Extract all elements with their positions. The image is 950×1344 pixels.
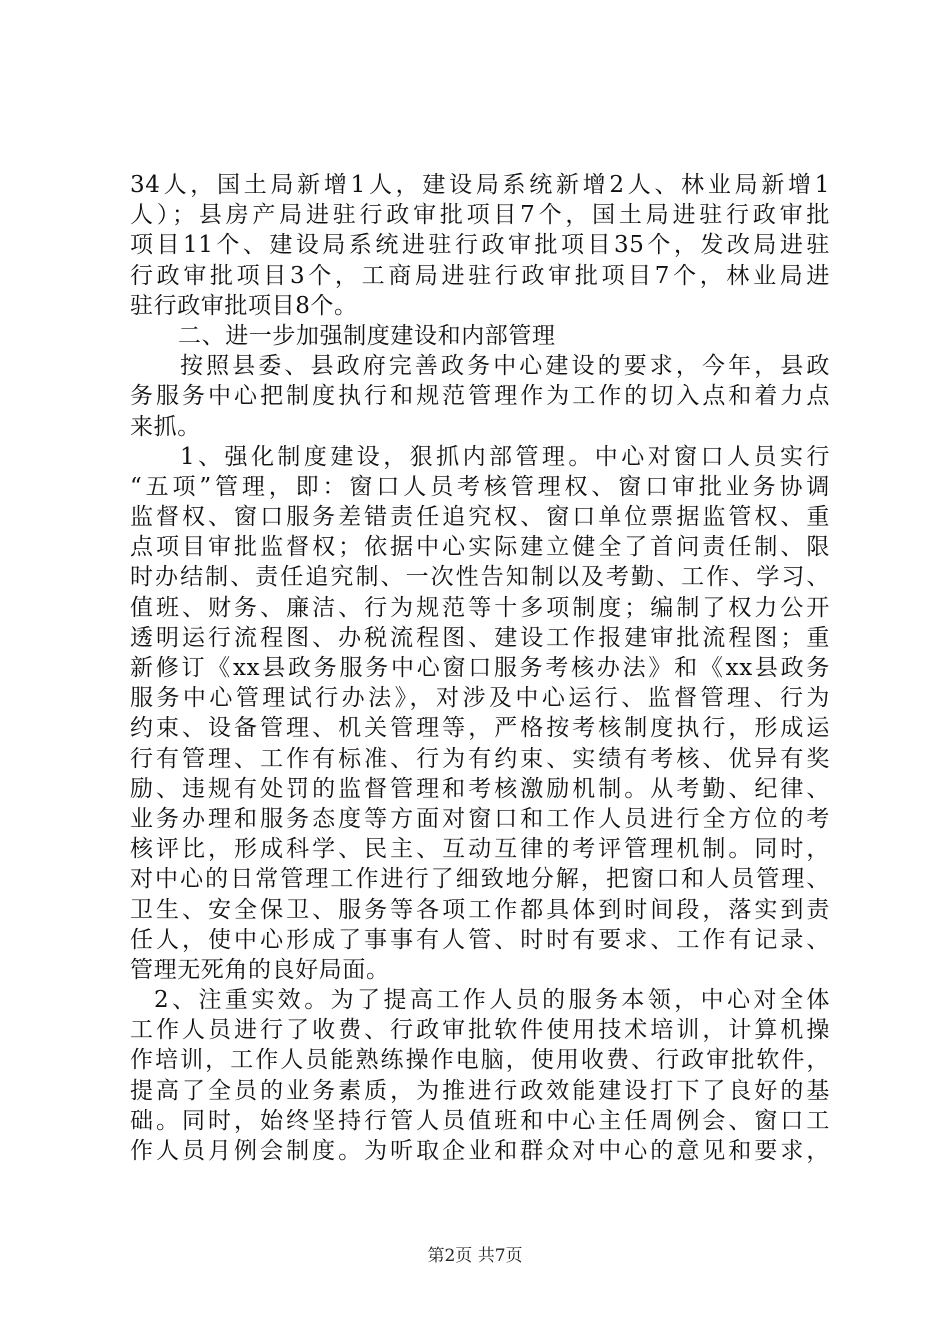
text-line: 监督权、窗口服务差错责任追究权、窗口单位票据监管权、重	[130, 504, 830, 531]
text-line: 础。同时，始终坚持行管人员值班和中心主任周例会、窗口工	[130, 1107, 830, 1134]
page-footer: 第2页 共7页	[427, 1246, 523, 1266]
text-line: 透明运行流程图、办税流程图、建设工作报建审批流程图；重	[130, 624, 830, 651]
text-line: 约束、设备管理、机关管理等，严格按考核制度执行，形成运	[130, 715, 830, 742]
text-line: 卫生、安全保卫、服务等各项工作都具体到时间段，落实到责	[130, 896, 830, 923]
text-line: 管理无死角的良好局面。	[130, 956, 390, 983]
text-line: 提高了全员的业务素质，为推进行政效能建设打下了良好的基	[130, 1077, 830, 1104]
text-line: 值班、财务、廉洁、行为规范等十多项制度；编制了权力公开	[130, 594, 830, 621]
text-line: 任人，使中心形成了事事有人管、时时有要求、工作有记录、	[130, 926, 830, 953]
text-line: 服务中心管理试行办法》，对涉及中心运行、监督管理、行为	[130, 685, 830, 712]
text-line: 行政审批项目3个，工商局进驻行政审批项目7个，林业局进	[130, 262, 830, 289]
text-line: 二、进一步加强制度建设和内部管理	[178, 322, 556, 349]
text-line: 核评比，形成科学、民主、互动互律的考评管理机制。同时，	[130, 836, 830, 863]
text-line: 时办结制、责任追究制、一次性告知制以及考勤、工作、学习、	[130, 564, 830, 591]
text-line: 驻行政审批项目8个。	[130, 292, 358, 319]
text-line: 按照县委、县政府完善政务中心建设的要求，今年，县政	[180, 353, 830, 380]
text-line: 来抓。	[130, 413, 201, 440]
text-line: 2、注重实效。为了提高工作人员的服务本领，中心对全体	[154, 987, 830, 1014]
text-line: 对中心的日常管理工作进行了细致地分解，把窗口和人员管理、	[130, 866, 830, 893]
text-line: 励、违规有处罚的监督管理和考核激励机制。从考勤、纪律、	[130, 775, 830, 802]
text-line: 人）；县房产局进驻行政审批项目7个，国土局进驻行政审批	[130, 202, 830, 229]
text-line: 作人员月例会制度。为听取企业和群众对中心的意见和要求，	[130, 1138, 830, 1164]
text-line: 务服务中心把制度执行和规范管理作为工作的切入点和着力点	[130, 383, 830, 410]
text-line: 作培训，工作人员能熟练操作电脑，使用收费、行政审批软件，	[130, 1047, 830, 1074]
document-body	[130, 170, 830, 1166]
text-line: 1、强化制度建设，狠抓内部管理。中心对窗口人员实行	[180, 443, 830, 470]
text-line: “五项”管理，即：窗口人员考核管理权、窗口审批业务协调	[130, 473, 830, 500]
text-line: 新修订《xx县政务服务中心窗口服务考核办法》和《xx县政务	[130, 655, 830, 681]
text-line: 点项目审批监督权；依据中心实际建立健全了首问责任制、限	[130, 534, 830, 561]
text-line: 行有管理、工作有标准、行为有约束、实绩有考核、优异有奖	[130, 745, 830, 772]
text-line: 项目11个、建设局系统进驻行政审批项目35个，发改局进驻	[130, 232, 830, 259]
text-line: 34人，国土局新增1人，建设局系统新增2人、林业局新增1	[130, 172, 830, 198]
text-line: 业务办理和服务态度等方面对窗口和工作人员进行全方位的考	[130, 805, 830, 832]
text-line: 工作人员进行了收费、行政审批软件使用技术培训，计算机操	[130, 1017, 830, 1044]
